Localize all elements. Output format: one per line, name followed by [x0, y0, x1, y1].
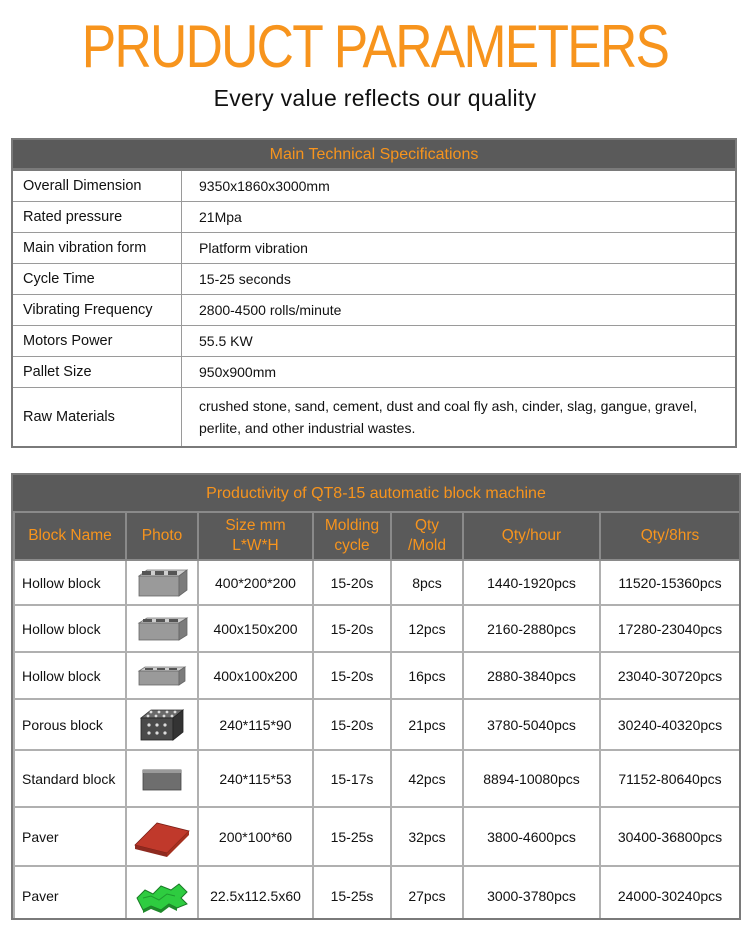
spec-row [13, 326, 735, 357]
red-paver-icon [131, 815, 193, 859]
spec-row [13, 264, 735, 295]
qty-per-hour: 1440-1920pcs [463, 560, 600, 605]
block-photo [126, 605, 198, 652]
block-name: Porous block [14, 699, 126, 750]
qty-per-mold: 21pcs [391, 699, 463, 750]
molding-cycle: 15-25s [313, 807, 391, 866]
qty-per-8hrs: 30240-40320pcs [600, 699, 740, 750]
col-molding-cycle [313, 512, 391, 560]
col-qty-line1: Qty [414, 517, 440, 534]
spec-label: Cycle Time [13, 264, 182, 295]
hollow-block-icon [133, 663, 191, 689]
molding-cycle: 15-20s [313, 652, 391, 699]
hollow-block-icon [133, 614, 191, 644]
hollow-block-icon [133, 566, 191, 600]
spec-row [13, 233, 735, 264]
qty-per-8hrs: 11520-15360pcs [600, 560, 740, 605]
spec-value: 950x900mm [182, 357, 736, 388]
spec-table-body [13, 171, 735, 446]
spec-value: Platform vibration [182, 233, 736, 264]
spec-label: Raw Materials [13, 388, 182, 447]
spec-row [13, 202, 735, 233]
page-title: PRUDUCT PARAMETERS [81, 13, 669, 80]
spec-label: Rated pressure [13, 202, 182, 233]
qty-per-hour: 8894-10080pcs [463, 750, 600, 807]
col-block-name: Block Name [14, 512, 126, 560]
block-size: 22.5x112.5x60 [198, 866, 313, 920]
block-photo [126, 866, 198, 920]
spec-value: 2800-4500 rolls/minute [182, 295, 736, 326]
molding-cycle: 15-20s [313, 605, 391, 652]
block-size: 240*115*53 [198, 750, 313, 807]
qty-per-mold: 32pcs [391, 807, 463, 866]
block-name: Standard block [14, 750, 126, 807]
spec-table [11, 138, 737, 448]
spec-label: Main vibration form [13, 233, 182, 264]
block-name: Hollow block [14, 652, 126, 699]
qty-per-hour: 2880-3840pcs [463, 652, 600, 699]
qty-per-mold: 42pcs [391, 750, 463, 807]
page-subtitle: Every value reflects our quality [213, 85, 537, 111]
table-row [14, 605, 740, 652]
block-size: 400*200*200 [198, 560, 313, 605]
spec-row [13, 171, 735, 202]
qty-per-8hrs: 23040-30720pcs [600, 652, 740, 699]
col-qty-line2: /Mold [408, 537, 446, 554]
molding-cycle: 15-17s [313, 750, 391, 807]
block-photo [126, 699, 198, 750]
qty-per-mold: 16pcs [391, 652, 463, 699]
col-qty-hour: Qty/hour [463, 512, 600, 560]
spec-value: 15-25 seconds [182, 264, 736, 295]
qty-per-8hrs: 24000-30240pcs [600, 866, 740, 920]
col-qty-mold [391, 512, 463, 560]
qty-per-hour: 3800-4600pcs [463, 807, 600, 866]
table-row [14, 750, 740, 807]
spec-value: crushed stone, sand, cement, dust and coal fly ash, cinder, slag, gangue, gravel, perlite, and other industrial wastes. [199, 398, 698, 436]
col-size [198, 512, 313, 560]
table-row [14, 866, 740, 920]
block-name: Hollow block [14, 605, 126, 652]
block-photo [126, 560, 198, 605]
qty-per-8hrs: 17280-23040pcs [600, 605, 740, 652]
block-size: 400x150x200 [198, 605, 313, 652]
table-row [14, 652, 740, 699]
block-name: Paver [14, 807, 126, 866]
productivity-table [11, 473, 741, 920]
standard-block-icon [137, 764, 187, 794]
molding-cycle: 15-20s [313, 699, 391, 750]
block-photo [126, 750, 198, 807]
spec-label: Overall Dimension [13, 171, 182, 202]
block-name: Hollow block [14, 560, 126, 605]
block-size: 240*115*90 [198, 699, 313, 750]
qty-per-8hrs: 30400-36800pcs [600, 807, 740, 866]
porous-block-icon [137, 706, 187, 744]
productivity-table-body [13, 511, 741, 920]
spec-row [13, 388, 735, 447]
molding-cycle: 15-20s [313, 560, 391, 605]
qty-per-hour: 3000-3780pcs [463, 866, 600, 920]
block-photo [126, 652, 198, 699]
table-row [14, 699, 740, 750]
spec-label: Motors Power [13, 326, 182, 357]
table-row [14, 560, 740, 605]
col-qty-8hrs: Qty/8hrs [600, 512, 740, 560]
qty-per-hour: 3780-5040pcs [463, 699, 600, 750]
spec-row [13, 357, 735, 388]
green-paver-icon [131, 876, 193, 916]
productivity-header-row [14, 512, 740, 560]
productivity-table-title: Productivity of QT8-15 automatic block machine [13, 475, 739, 511]
qty-per-mold: 8pcs [391, 560, 463, 605]
spec-label: Pallet Size [13, 357, 182, 388]
col-size-line2: L*W*H [232, 537, 279, 554]
molding-cycle: 15-25s [313, 866, 391, 920]
block-name: Paver [14, 866, 126, 920]
col-photo: Photo [126, 512, 198, 560]
table-row [14, 807, 740, 866]
qty-per-mold: 12pcs [391, 605, 463, 652]
col-molding-line2: cycle [334, 537, 370, 554]
block-photo [126, 807, 198, 866]
qty-per-hour: 2160-2880pcs [463, 605, 600, 652]
spec-row [13, 295, 735, 326]
block-size: 200*100*60 [198, 807, 313, 866]
spec-value: 21Mpa [182, 202, 736, 233]
spec-value: 55.5 KW [182, 326, 736, 357]
col-size-line1: Size mm [225, 517, 286, 534]
block-size: 400x100x200 [198, 652, 313, 699]
spec-table-title: Main Technical Specifications [13, 140, 735, 171]
spec-label: Vibrating Frequency [13, 295, 182, 326]
qty-per-8hrs: 71152-80640pcs [600, 750, 740, 807]
col-molding-line1: Molding [324, 517, 380, 534]
spec-value: 9350x1860x3000mm [182, 171, 736, 202]
qty-per-mold: 27pcs [391, 866, 463, 920]
